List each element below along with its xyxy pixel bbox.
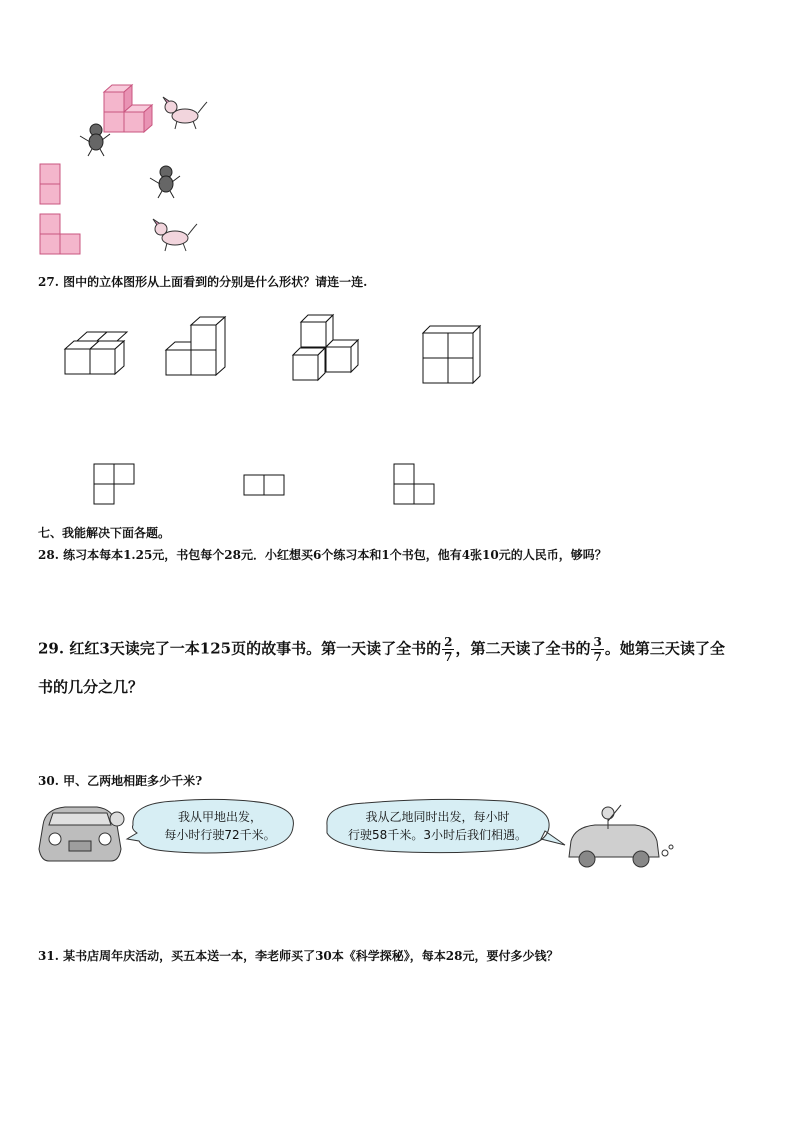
q29-text-d: 书的几分之几？ [38,678,144,696]
fraction-2-7: $\frac{2}{7}$ [444,635,453,664]
q28-number: 28. [38,548,59,562]
dog-icon [153,219,197,251]
q29-number: 29. [38,639,65,658]
top-view-1 [94,464,134,504]
q29-text-c: 。她第三天读了全 [604,639,725,658]
top-view-2 [244,475,284,495]
q31-text: 某书店周年庆活动，买五本送一本，李老师买了30本《科学探秘》，每本28元，要付多少钱？ [63,949,559,963]
pink-cube-stack [104,85,152,132]
view-option-l-shape [40,214,80,254]
q27-text: 图中的立体图形从上面看到的分别是什么形状？请连一连. [63,275,368,289]
solid-1 [65,332,127,374]
q28-line [38,546,607,563]
q29-line1 [38,636,725,663]
bubble-right-line2: 行驶58千米。3小时后我们相遇。 [348,828,527,842]
q29-text-b: ，第二天读了全书的 [455,639,591,658]
q26-figure [30,80,230,260]
bubble-left-line2: 每小时行驶72千米。 [164,828,276,842]
car-right-icon [569,805,673,867]
bubble-left-text [135,808,305,844]
section7-title: 七、我能解决下面各题。 [38,526,171,540]
car-left-icon [39,807,124,861]
monkey-icon [150,166,180,198]
q31-line [38,947,558,964]
solid-2 [166,317,225,375]
bubble-right-line1: 我从乙地同时出发，每小时 [365,810,510,824]
solid-4 [423,326,480,383]
bubble-left-line1: 我从甲地出发， [177,810,262,824]
q29-text-a: 红红3天读完了一本125页的故事书。第一天读了全书的 [69,639,442,658]
q30-number: 30. [38,774,59,788]
top-view-3 [394,464,434,504]
q27-number: 27. [38,275,59,289]
view-option-tall [40,164,60,204]
q30-text: 甲、乙两地相距多少千米? [63,774,203,788]
dog-icon [163,97,207,129]
q28-text: 练习本每本1.25元，书包每个28元．小红想买6个练习本和1个书包，他有4张10元的人民币，够吗？ [63,548,607,562]
q27-top-views [90,460,440,510]
q31-number: 31. [38,949,59,963]
q27-solids [60,310,500,390]
solid-3 [293,315,358,380]
bubble-right-text [330,808,545,844]
fraction-3-7: $\frac{3}{7}$ [593,635,602,664]
q30-line [38,772,202,789]
q27-line [38,273,367,290]
